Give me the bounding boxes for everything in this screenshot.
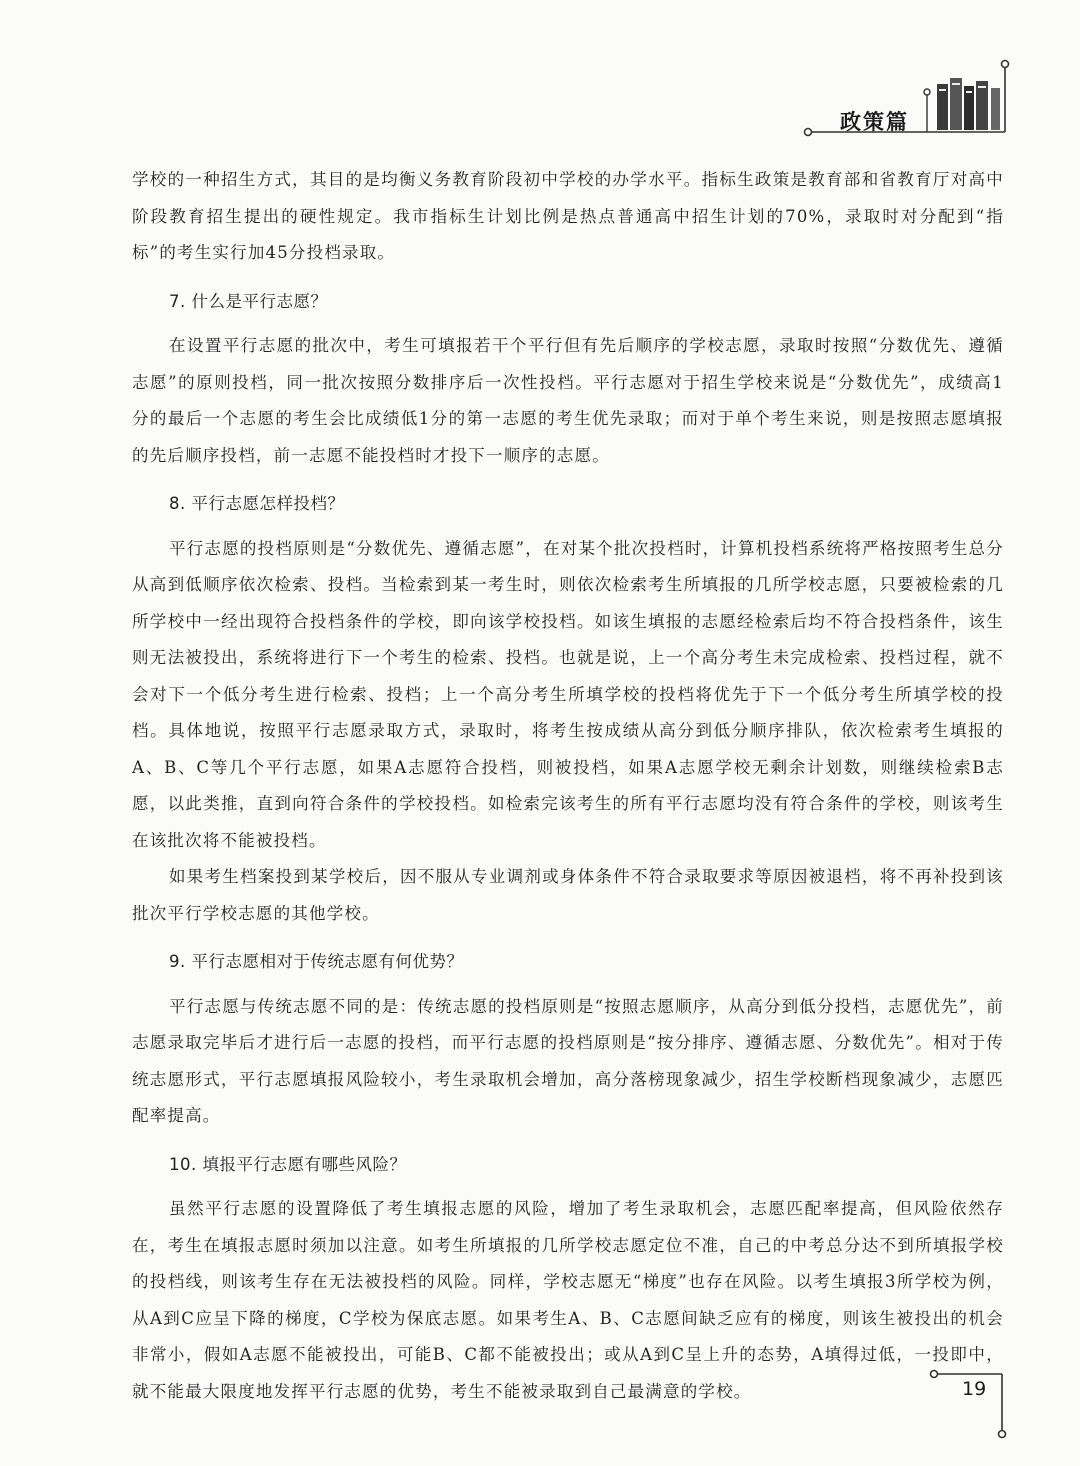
answer-7-paragraph: 在设置平行志愿的批次中，考生可填报若干个平行但有先后顺序的学校志愿，录取时按照“分数优先、遵循志愿”的原则投档，同一批次按照分数排序后一次性投档。平行志愿对于招生学校来说是“分数优先”，成绩高1分的最后一个志愿的考生会比成绩低1分的第一志愿的考生优先录取；而对于单个考生来说，则是按照志愿填报的先后顺序投档，前一志愿不能投档时才投下一顺序的志愿。 bbox=[132, 336, 1004, 465]
question-9-heading: 9. 平行志愿相对于传统志愿有何优势？ bbox=[169, 952, 464, 971]
question-7-heading: 7. 什么是平行志愿？ bbox=[169, 291, 328, 311]
question-8-heading: 8. 平行志愿怎样投档？ bbox=[169, 494, 345, 513]
page-number: 19 bbox=[962, 1378, 987, 1400]
answer-8-paragraph-2: 如果考生档案投到某学校后，因不服从专业调剂或身体条件不符合录取要求等原因被退档，将不再补投到该批次平行学校志愿的其他学校。 bbox=[132, 867, 1004, 923]
answer-9-paragraph: 平行志愿与传统志愿不同的是：传统志愿的投档原则是“按照志愿顺序，从高分到低分投档，志愿优先”，前志愿录取完毕后才进行后一志愿的投档，而平行志愿的投档原则是“按分排序、遵循志愿、分数优先”。相对于传统志愿形式，平行志愿填报风险较小，考生录取机会增加，高分落榜现象减少，招生学校断档现象减少，志愿匹配率提高。 bbox=[132, 996, 1004, 1125]
books-icon bbox=[934, 72, 1004, 132]
main-content bbox=[132, 162, 1004, 1410]
answer-8-paragraph-1: 平行志愿的投档原则是“分数优先、遵循志愿”，在对某个批次投档时，计算机投档系统将严格按照考生总分从高到低顺序依次检索、投档。当检索到某一考生时，则依次检索考生所填报的几所学校志愿，只要被检索的几所学校中一经出现符合投档条件的学校，即向该学校投档。如该生填报的志愿经检索后均不符合投档条件，该生则无法被投出，系统将进行下一个考生的检索、投档。也就是说，上一个高分考生未完成检索、投档过程，就不会对下一个低分考生进行检索、投档；上一个高分考生所填学校的投档将优先于下一个低分考生所填学校的投档。具体地说，按照平行志愿录取方式，录取时，将考生按成绩从高分到低分顺序排队，依次检索考生填报的A、B、C等几个平行志愿，如果A志愿符合投档，则被投档，如果A志愿学校无剩余计划数，则继续检索B志愿，以此类推，直到向符合条件的学校投档。如检索完该考生的所有平行志愿均没有符合条件的学校，则该考生在该批次将不能被投档。 bbox=[132, 538, 1004, 850]
paragraph-continued: 学校的一种招生方式，其目的是均衡义务教育阶段初中学校的办学水平。指标生政策是教育部和省教育厅对高中阶段教育招生提出的硬性规定。我市指标生计划比例是热点普通高中招生计划的70%，录取时对分配到“指标”的考生实行加45分投档录取。 bbox=[132, 170, 1004, 262]
footer-ornament bbox=[0, 1330, 1080, 1466]
answer-10-paragraph: 虽然平行志愿的设置降低了考生填报志愿的风险，增加了考生录取机会，志愿匹配率提高，但风险依然存在，考生在填报志愿时须加以注意。如考生所填报的几所学校志愿定位不准，自己的中考总分达不到所填报学校的投档线，则该考生存在无法被投档的风险。同样，学校志愿无“梯度”也存在风险。以考生填报3所学校为例，从A到C应呈下降的梯度，C学校为保底志愿。如果考生A、B、C志愿间缺乏应有的梯度，则该生被投出的机会非常小，假如A志愿不能被投出，可能B、C都不能被投出；或从A到C呈上升的态势，A填得过低，一投即中，就不能最大限度地发挥平行志愿的优势，考生不能被录取到自己最满意的学校。 bbox=[132, 1199, 1004, 1401]
section-title: 政策篇 bbox=[840, 109, 909, 134]
header-ornament bbox=[0, 0, 1080, 160]
question-10-heading: 10. 填报平行志愿有哪些风险？ bbox=[169, 1154, 407, 1174]
